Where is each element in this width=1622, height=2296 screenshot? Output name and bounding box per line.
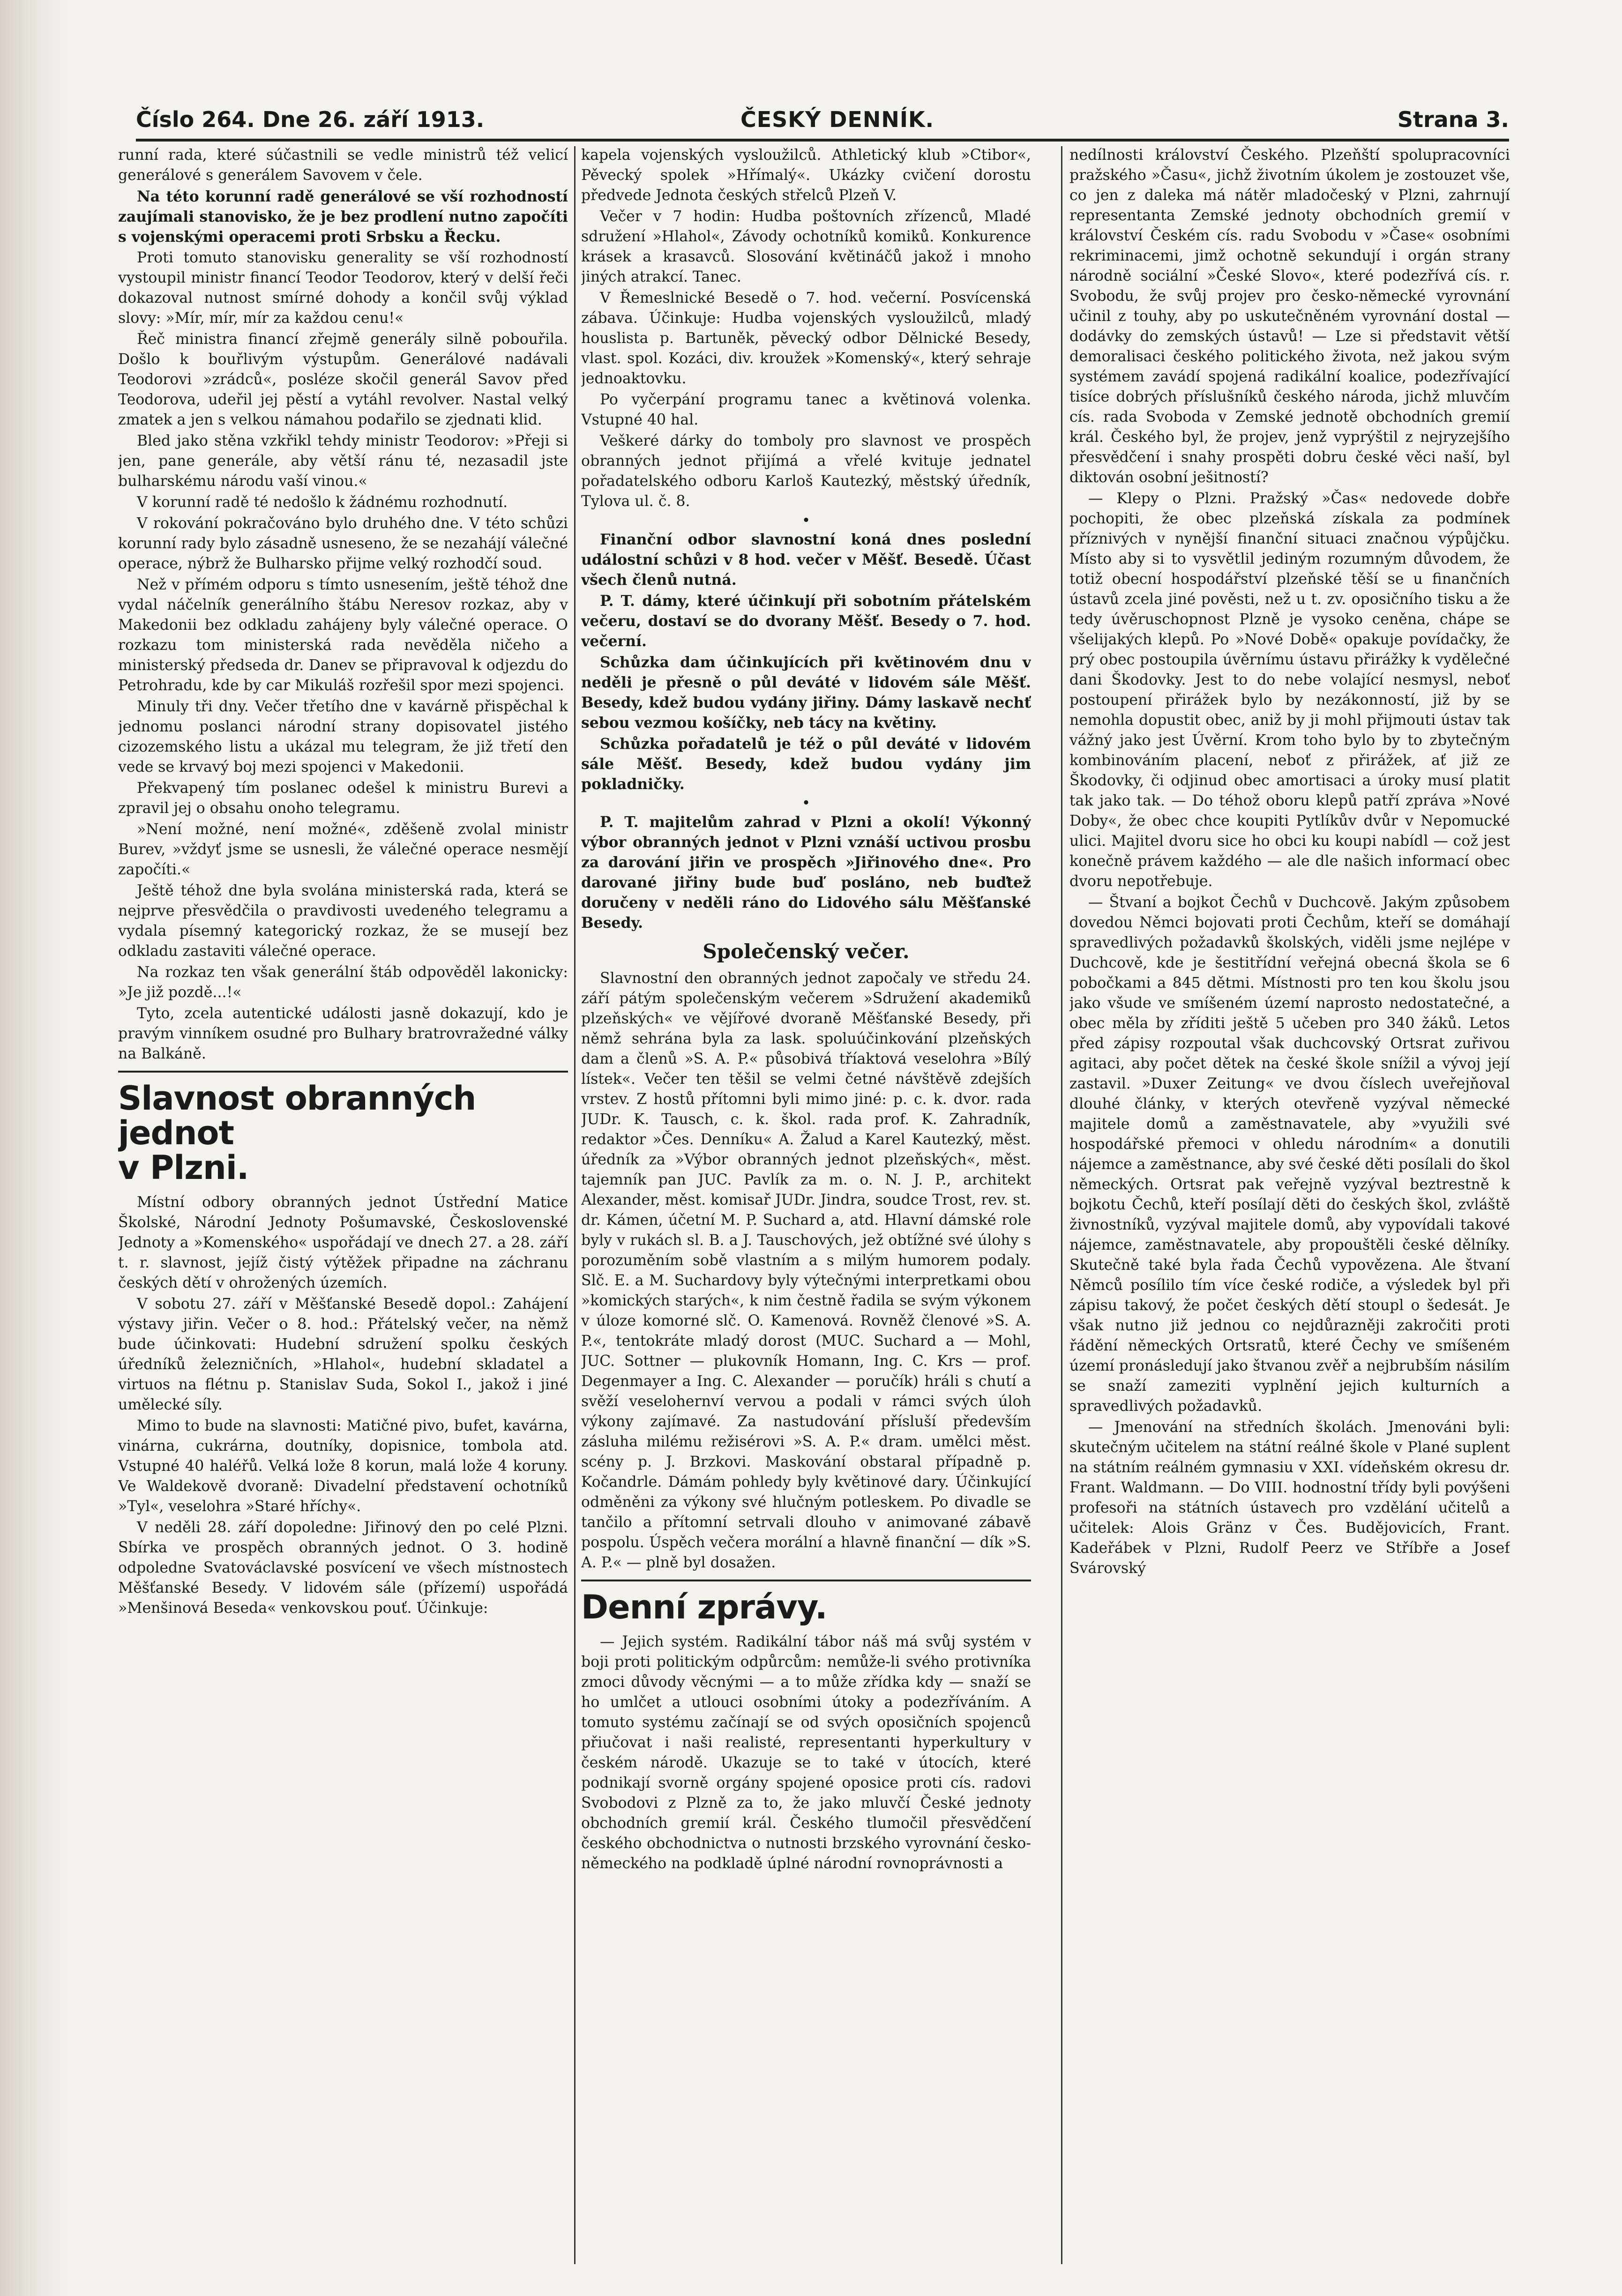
paragraph: Finanční odbor slavnostní koná dnes poslední událostní schůzi v 8 hod. večer v Měšť. Besedě. Účast všech členů nutná. <box>581 531 1031 589</box>
section-rule <box>118 1071 568 1073</box>
column-rule <box>574 146 576 2264</box>
paragraph: V neděli 28. září dopoledne: Jiřinový den po celé Plzni. Sbírka ve prospěch obranných jednot. O 3. hodině odpoledne Svatováclavské posvícení ve všech místnostech Měšťanské Besedy. V lidovém sále (přízemí) uspořádá »Menšinová Beseda« venkovskou pouť. Účinkuje: <box>118 1519 568 1617</box>
separator-dot: • <box>801 795 811 812</box>
column-2 <box>581 145 1031 2263</box>
paragraph: »Není možné, není možné«, zděšeně zvolal ministr Burev, »vždyť jsme se usnesli, že válečné operace nesmějí započíti.« <box>118 821 568 878</box>
paragraph: Řeč ministra financí zřejmě generály silně pobouřila. Došlo k bouřlivým výstupům. Generálové nadávali Teodorovi »zrádců«, posléze skočil generál Savov před Teodorova, udeřil jej pěstí a vytáhl revolver. Nastal velký zmatek a jen s velkou námahou podařilo se zjednati klid. <box>118 331 568 428</box>
paragraph: Schůzka pořadatelů je též o půl deváté v lidovém sále Měšť. Besedy, kdež budou vydány jim pokladničky. <box>581 735 1031 793</box>
paragraph: Minuly tři dny. Večer třetího dne v kavárně přispěchal k jednomu poslanci národní strany dopisovatel jistého cizozemského listu a ukázal mu telegram, že již třetí den vede se krvavý boj mezi spojenci v Makedonii. <box>118 698 568 775</box>
column-3 <box>1069 145 1510 2263</box>
section-headline: Denní zprávy. <box>581 1588 827 1626</box>
paragraph: Ještě téhož dne byla svolána ministerská rada, která se nejprve přesvědčila o pravdivosti uvedeného telegramu a vydala písemný kategorický rozkaz, že se musejí bez odkladu zastaviti válečné operace. <box>118 882 568 960</box>
page-number: Strana 3. <box>1397 107 1509 132</box>
paragraph: Bled jako stěna vzkřikl tehdy ministr Teodorov: »Přeji si jen, pane generále, aby větší ránu té, nezasadil jste bulharskému národu vaší vinou.« <box>118 432 568 490</box>
paragraph: runní rada, které súčastnili se vedle ministrů též velicí generálové s generálem Savovem v čele. <box>118 147 568 184</box>
paragraph: — Jmenování na středních školách. Jmenováni byli: skutečným učitelem na státní reálné škole v Plané suplent na státním reálném gymnasiu v XXI. vídeňském okresu dr. Frant. Waldmann. — Do VIII. hodnostní třídy byli povýšeni profesoři na státních ústavech pro vzdělání učitelů a učitelek: Alois Gränz v Čes. Budějovicích, Frant. Kadeřábek v Plzni, Rudolf Peerz ve Stříbře a Josef Svárovský <box>1069 1419 1510 1577</box>
paragraph: — Klepy o Plzni. Pražský »Čas« nedovede dobře pochopiti, že obec plzeňská získala za podmínek příznivých v nynější finanční situaci značnou výpůjčku. Místo aby si to vysvětlil jediným rozumným důvodem, že totiž obecní hospodářství plzeňské těší se u finančních ústavů zcela jiné pověsti, než u t. zv. oposičního tisku a že tedy úvěruschopnost Plzně je vysoko ceněna, chápe se všelijakých klepů. Po »Nové Době« opakuje povídačky, že prý obec postoupila úvěrnímu ústavu přirážky k vydělečné dani Škodovky. Jest to do nebe volající nesmysl, neboť postoupení přirážek bylo by nezákonností, již by se nemohla dopustit obec, aniž by ji mohl přijmouti ústav tak vážný jako jest Úvěrní. Krom toho bylo by to zbytečným kombinováním placení, neboť z přirážek, ať již ze Škodovky, či odjinud obec amortisaci a úroky musí platit tak jako tak. — Do téhož oboru klepů patří zpráva »Nové Doby«, že obec chce koupiti Pytlíkův dvůr v Nepomucké ulici. Majitel dvoru sice ho obci ku koupi nabídl — což jest konečně právem každého — ale dle našich informací obec dvoru nepotřebuje. <box>1069 490 1510 890</box>
section-headline: Slavnost obranných jednot v Plzni. <box>118 1079 476 1187</box>
paragraph: Tyto, zcela autentické události jasně dokazují, kdo je pravým vinníkem osudné pro Bulhary bratrovražedné války na Balkáně. <box>118 1005 568 1062</box>
header-rule <box>136 139 1509 142</box>
paragraph: Veškeré dárky do tomboly pro slavnost ve prospěch obranných jednot přijímá a vřelé kvituje jednatel pořadatelského odboru Karloš Kautezký, městský úředník, Tylova ul. č. 8. <box>581 432 1031 510</box>
newspaper-title: ČESKÝ DENNÍK. <box>740 107 934 132</box>
paragraph: Proti tomuto stanovisku generality se vší rozhodností vystoupil ministr financí Teodor Teodorov, který v delší řeči dokazoval nutnost smírné dohody a končil svůj výklad slovy: »Mír, mír, mír za každou cenu!« <box>118 249 568 327</box>
paragraph: Večer v 7 hodin: Hudba poštovních zřízenců, Mladé sdružení »Hlahol«, Závody ochotníků komiků. Konkurence krásek a krasavců. Slosování květináčů jakož i mnoho jiných atrakcí. Tanec. <box>581 208 1031 285</box>
section-subheadline: Společenský večer. <box>703 940 910 963</box>
paragraph: Slavnostní den obranných jednot započaly ve středu 24. září pátým společenským večerem »Sdružení akademiků plzeňských« ve vějířové dvoraně Měšťanské Besedy, při němž sehrána byla za lask. spoluúčinkování plzeňských dam a členů »S. A. P.« působivá tříaktová veselohra »Bílý lístek«. Večer ten těšil se velmi četné návštěvě zdejších vrstev. Z hostů přítomni byli mimo jiné: p. c. k. dvor. rada JUDr. K. Tausch, c. k. škol. rada prof. K. Zahradník, redaktor »Čes. Denníku« A. Žalud a Karel Kautezký, měst. úředník za »Výbor obranných jednot plzeňských«, měst. tajemník pan JUC. Pavlík za m. o. N. J. P., architekt Alexander, měst. komisař JUDr. Jindra, soudce Trost, rev. st. dr. Kámen, účetní M. P. Suchard a, atd. Hlavní dámské role byly v rukách sl. B. a J. Tauschových, jež obtížné své úlohy s porozuměním sobě vlastním a s milým humorem podaly. Slč. E. a M. Suchardovy byly výtečnými interpretkami obou »komických starých«, k nim čestně řadila se svým výkonem v úloze komorné slč. O. Kamenová. Rovněž členové »S. A. P.«, tentokráte mladý dorost (MUC. Suchard a — Mohl, JUC. Sottner — plukovník Homann, Ing. C. Krs — prof. Degenmayer a Ing. C. Alexander — poručík) hráli s chutí a svěží veselohernví vervou a podali v rámci svých úloh výkony zajímavé. Za nastudování přísluší především zásluha milému režisérovi »S. A. P.« dram. umělci měst. scény p. J. Brzkovi. Maskování obstaral případně p. Kočandrle. Dámám pohledy byly květinové dary. Účinkující odměněni za výkony své hlučným potleskem. Po divadle se tančilo a přítomní setrvali dlouho v animované zábavě pospolu. Úspěch večera morální a hlavně finanční — dík »S. A. P.« — plně byl dosažen. <box>581 970 1031 1571</box>
paragraph: V rokování pokračováno bylo druhého dne. V této schůzi korunní rady bylo zásadně usneseno, že se nezahájí válečné operace, nýbrž že Bulharsko přijme velký rozhodčí soud. <box>118 515 568 572</box>
paragraph: P. T. majitelům zahrad v Plzni a okolí! Výkonný výbor obranných jednot v Plzni vznáší uctivou prosbu za darování jiřin ve prospěch »Jiřinového dne«. Pro darované jiřiny bude buď posláno, neb buďtež doručeny v neděli ráno do Lidového sálu Měšťanské Besedy. <box>581 813 1031 932</box>
paragraph: — Štvaní a bojkot Čechů v Duchcově. Jakým způsobem dovedou Němci bojovati proti Čechům, kteří se domáhají spravedlivých požadavků školských, viděli jsme nejlépe v Duchcově, kde je šestitřídní veřejná obecná škola se 6 pobočkami a 845 dětmi. Místnosti pro ten kou školu jsou jako všude ve smíšeném území naprosto nedostatečné, a obec měla by zříditi ještě 5 učeben pro 340 žáků. Letos před zápisy rozpoutal však duchcovský Ortsrat zuřivou agitaci, aby počet dětek na české škole snížil a vývoj její zastavil. »Duxer Zeitung« ve dvou číslech uveřejňoval dlouhé články, v kterých otevřeně vyzýval německé majitele domů a zaměstnavatele, aby »využili své hospodářské přemoci v ohledu národním« a donutili nájemce a zaměstnance, aby své české děti posílali do škol německých. Ortsrat pak veřejně vyzýval beztrestně k bojkotu Čechů, kteří posílají děti do českých škol, zvláště živnostníků, vyzýval majitele domů, aby vypovídali takové nájemce, zaměstnavatele, aby propouštěli české dělníky. Skutečně také byla řada Čechů vypovězena. Ale štvaní Němců posílilo tím více české rodiče, a výsledek byl při zápisu takový, že počet českých dětí stoupl o šedesát. Je však nutno již jednou co nejdůrazněji zakročiti proti řádění německých Ortsratů, které Čechy ve smíšeném území pronásledují jako štvanou zvěř a nejbrubším násilím se snaží zameziti vyplnění jejich kulturních a spravedlivých požadavků. <box>1069 894 1510 1415</box>
paragraph: Překvapený tím poslanec odešel k ministru Burevi a zpravil jej o obsahu onoho telegramu. <box>118 780 568 817</box>
separator-dot: • <box>801 512 811 529</box>
column-1 <box>118 145 568 2263</box>
paragraph: Místní odbory obranných jednot Ústřední Matice Školské, Národní Jednoty Pošumavské, Československé Jednoty a »Komenského« uspořádají ve dnech 27. a 28. září t. r. slavnost, jejíž čistý výtěžek připadne na záchranu českých dětí v ohrožených územích. <box>118 1194 568 1291</box>
paragraph: V sobotu 27. září v Měšťanské Besedě dopol.: Zahájení výstavy jiřin. Večer o 8. hod.: Přátelský večer, na němž bude účinkovati: Hudební sdružení spolku českých úředníků železničních, »Hlahol«, hudební skladatel a virtuos na flétnu p. Stanislav Suda, Sokol I., jakož i jiné umělecké síly. <box>118 1296 568 1413</box>
paragraph: Na této korunní radě generálové se vší rozhodností zaujímali stanovisko, že je bez prodlení nutno započíti s vojenskými operacemi proti Srbsku a Řecku. <box>118 188 568 246</box>
paragraph: nedílnosti království Českého. Plzeňští spolupracovníci pražského »Času«, jichž životním úkolem je zostouzet vše, co jen z daleka má nátěr mladočeský v Plzni, zahrnují representanta Zemské jednoty obchodních gremií v království Českém cís. radu Svobodu v »Čase« osobními rekriminacemi, jimž ochotně sekundují i orgán strany národně sociální »České Slovo«, které podezřívá cís. r. Svobodu, že svůj projev pro česko-německé vyrovnání učinil z touhy, aby po uskutečněném vyrovnání dostal — dodávky do zemských ústavů! — Lze si představit větší demoralisaci českého politického života, než jakou svým systémem zavádí spojená radikální koalice, podezřívající tisíce dobrých příslušníků českého národa, jichž mluvčím cís. rada Svoboda v Zemské jednotě obchodních gremií král. Českého byl, že projev, jenž vyprýštil z nejryzejšího přesvědčení i snahy prospěti dobru české věci naší, byl diktován osobní ješitností? <box>1069 147 1510 486</box>
paragraph: Po vyčerpání programu tanec a květinová volenka. Vstupné 40 hal. <box>581 391 1031 428</box>
paragraph: — Jejich systém. Radikální tábor náš má svůj systém v boji proti politickým odpůrcům: nemůže-li svého protivníka zmoci důvody věcnými — a to může zřídka kdy — snaží se ho umlčet a utlouci osobními útoky a podezříváním. A tomuto systému začínají se od svých oposičních spojenců přiučovat i naši realisté, representanti hyperkultury v českém národě. Ukazuje se to také v útocích, které podnikají svorně orgány spojené oposice proti cís. radovi Svobodovi z Plzně za to, že jako mluvčí České jednoty obchodních gremií král. Českého tlumočil přesvědčení českého obchodnictva o nutnosti brzského vyrovnání česko-německého na podkladě úplné národní rovnoprávnosti a <box>581 1633 1031 1872</box>
paragraph: kapela vojenských vysloužilců. Athletický klub »Ctibor«, Pěvecký spolek »Hřímalý«. Ukázky cvičení dorostu předvede Jednota českých střelců Plzeň V. <box>581 147 1031 204</box>
paragraph: Schůzka dam účinkujících při květinovém dnu v neděli je přesně o půl deváté v lidovém sále Měšť. Besedy, kdež budou vydány jiřiny. Dámy laskavě nechť sebou vezmou košíčky, neb tácy na květiny. <box>581 654 1031 731</box>
page-header <box>136 107 1509 140</box>
paragraph: Mimo to bude na slavnosti: Matičné pivo, bufet, kavárna, vinárna, cukrárna, doutníky, dopisnice, tombola atd. Vstupné 40 haléřů. Velká lože 8 korun, malá lože 4 koruny. Ve Waldekově dvoraně: Divadelní představení ochotníků »Tyl«, veselohra »Staré hříchy«. <box>118 1417 568 1515</box>
paragraph: P. T. dámy, které účinkují při sobotním přátelském večeru, dostaví se do dvorany Měšť. Besedy o 7. hod. večerní. <box>581 592 1031 650</box>
binding-edge <box>0 0 70 2296</box>
issue-date: Číslo 264. Dne 26. září 1913. <box>136 107 485 132</box>
paragraph: V korunní radě té nedošlo k žádnému rozhodnutí. <box>137 494 508 511</box>
paragraph: V Řemeslnické Besedě o 7. hod. večerní. Posvícenská zábava. Účinkuje: Hudba vojenských vysloužilců, mladý houslista p. Bartuněk, pěvecký odbor Dělnické Besedy, vlast. spol. Kozáci, div. kroužek »Komenský«, který sehraje jednoaktovku. <box>581 290 1031 387</box>
section-rule <box>581 1580 1031 1581</box>
column-rule <box>1061 146 1062 2264</box>
paragraph: Na rozkaz ten však generální štáb odpověděl lakonicky: »Je již pozdě...!« <box>118 964 568 1001</box>
paragraph: Než v přímém odporu s tímto usnesením, ještě téhož dne vydal náčelník generálního štábu Neresov rozkaz, aby v Makedonii bez odkladu zahájeny byly válečné operace. O rozkazu tom ministerská rada nevěděla ničeho a ministerský předseda dr. Danev se připravoval k odjezdu do Petrohradu, kde by car Mikuláš rozřešil spor mezi spojenci. <box>118 576 568 694</box>
